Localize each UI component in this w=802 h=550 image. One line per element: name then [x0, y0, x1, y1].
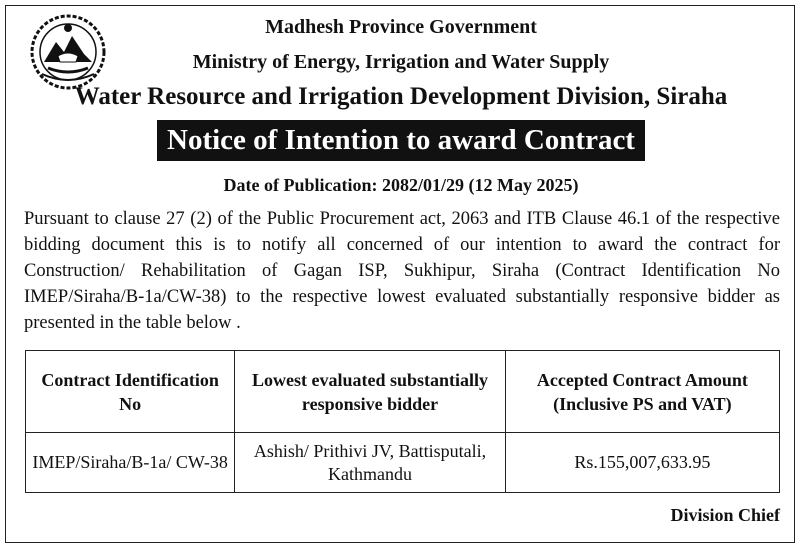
award-table [25, 350, 780, 493]
notice-body: Pursuant to clause 27 (2) of the Public Procurement act, 2063 and ITB Clause 46.1 of the respective bidding document this is to notify all concerned of our intention to award the contract for Construction/ Rehabilitation of Gagan ISP, Sukhipur, Siraha (Contract Identification No IMEP/Siraha/B-1a/CW-38) to the respective lowest evaluated substantially responsive bidder as presented in the table below . [24, 209, 780, 333]
header-bidder: Lowest evaluated substantially responsive bidder [235, 351, 505, 433]
notice-title-wrapper [0, 120, 802, 161]
notice-title: Notice of Intention to award Contract [157, 120, 645, 161]
signatory: Division Chief [670, 505, 780, 525]
ministry-name: Ministry of Energy, Irrigation and Water Supply [192, 51, 610, 73]
cell-amount: Rs.155,007,633.95 [505, 433, 779, 493]
government-name: Madhesh Province Government [265, 16, 537, 38]
table-row [26, 433, 780, 493]
publication-date: Date of Publication: 2082/01/29 (12 May 2025) [223, 175, 579, 195]
cell-bidder: Ashish/ Prithivi JV, Battisputali, Kathmandu [235, 433, 505, 493]
cell-contract-id: IMEP/Siraha/B-1a/ CW-38 [26, 433, 235, 493]
header-amount: Accepted Contract Amount (Inclusive PS and VAT) [505, 351, 779, 433]
header-contract-id: Contract Identification No [26, 351, 235, 433]
division-name: Water Resource and Irrigation Development Division, Siraha [74, 83, 728, 110]
table-header-row [26, 351, 780, 433]
